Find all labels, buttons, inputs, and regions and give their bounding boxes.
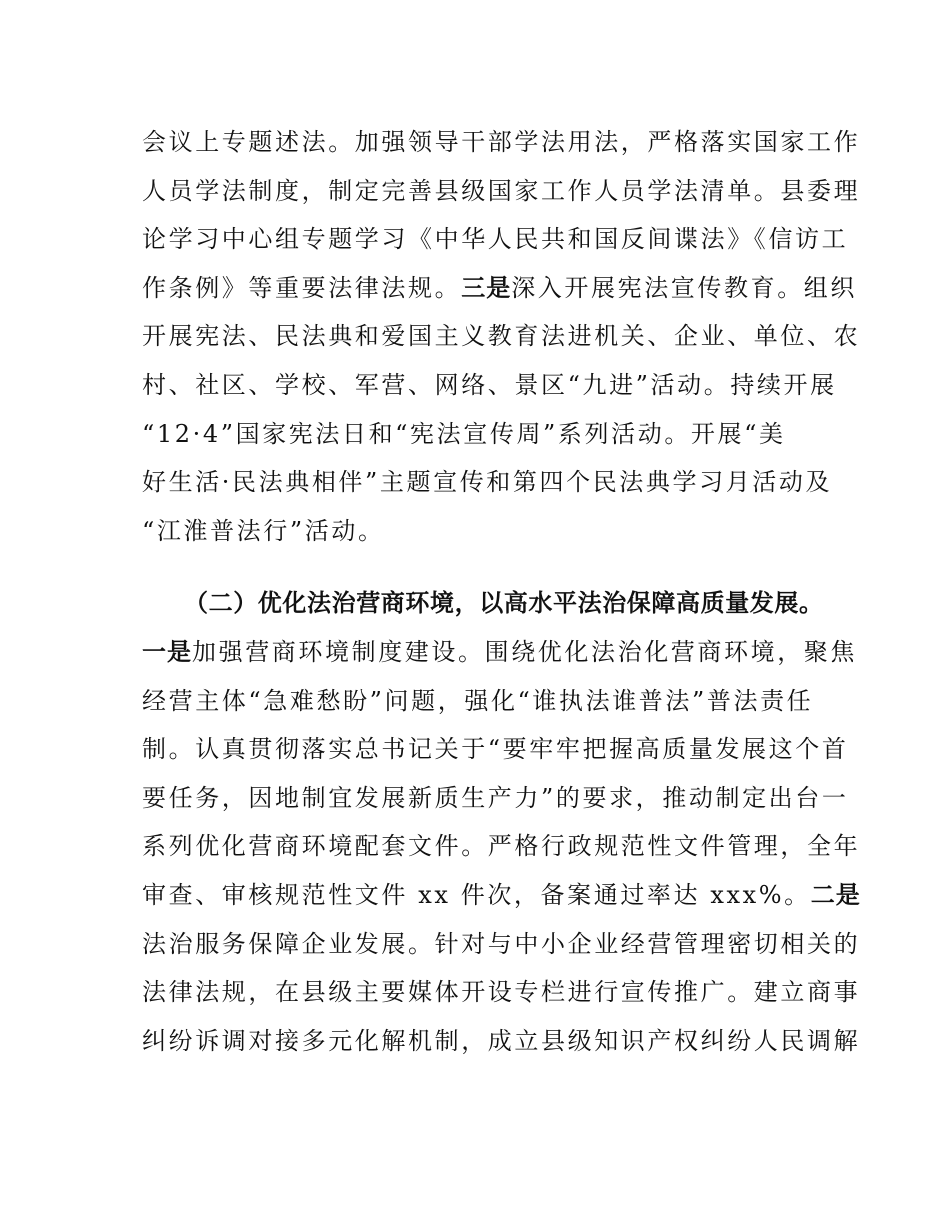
line-text: 好生活·民法典相伴”主题宣传和第四个民法典学习月活动及 — [142, 468, 833, 497]
text-line — [142, 774, 849, 823]
text-line — [142, 507, 832, 556]
text-line — [142, 312, 861, 361]
line-text: “江淮普法行”活动。 — [142, 516, 385, 545]
line-text: 要任务，因地制宜发展新质生产力”的要求，推动制定出台一 — [142, 783, 849, 812]
line-text: 加强营商环境制度建设。围绕优化法治化营商环境，聚焦 — [192, 637, 857, 666]
text-line — [142, 167, 861, 216]
text-line — [142, 118, 861, 167]
section-heading: （二）优化法治营商环境，以高水平法治保障高质量发展。 — [184, 589, 824, 618]
text-line — [142, 725, 849, 774]
line-text: 开展宪法、民法典和爱国主义教育法进机关、企业、单位、农 — [142, 322, 861, 351]
line-text: 经营主体“急难愁盼”问题，强化“谁执法谁普法”普法责任 — [142, 686, 814, 715]
line-text: 法律法规，在县级主要媒体开设专栏进行宣传推广。建立商事 — [142, 978, 861, 1007]
paragraph-publicity-education — [142, 118, 861, 555]
text-line — [142, 968, 861, 1017]
text-line — [142, 920, 861, 969]
text-line — [142, 215, 849, 264]
line-text: 作条例》等重要法律法规。 — [142, 273, 462, 302]
bold-lead-text: 三是 — [461, 273, 512, 302]
line-text: 人员学法制度，制定完善县级国家工作人员学法清单。县委理 — [142, 176, 861, 205]
text-line — [142, 264, 858, 313]
line-text: 论学习中心组专题学习《中华人民共和国反间谍法》《信访工 — [142, 225, 849, 254]
line-text: “12·4”国家宪法日和“宪法宣传周”系列活动。开展“美 — [142, 419, 786, 448]
line-text: 村、社区、学校、军营、网络、景区“九进”活动。持续开展 — [142, 370, 837, 399]
text-line — [142, 410, 832, 459]
text-line — [142, 677, 832, 726]
paragraph-gap — [142, 555, 832, 579]
line-text: 制。认真贯彻落实总书记关于“要牢牢把握高质量发展这个首 — [142, 735, 849, 764]
text-line — [142, 1017, 861, 1066]
text-line — [142, 822, 861, 871]
line-text: 纠纷诉调对接多元化解机制，成立县级知识产权纠纷人民调解 — [142, 1026, 861, 1055]
text-line — [142, 361, 837, 410]
text-line — [142, 871, 861, 920]
line-text: 法治服务保障企业发展。针对与中小企业经营管理密切相关的 — [142, 929, 861, 958]
text-line — [142, 458, 832, 507]
paragraph-business-environment — [142, 628, 861, 1065]
line-text: 会议上专题述法。加强领导干部学法用法，严格落实国家工作 — [142, 128, 861, 156]
line-text: 审查、审核规范性文件 xx 件次，备案通过率达 xxx%。 — [142, 880, 811, 909]
line-text: 系列优化营商环境配套文件。严格行政规范性文件管理，全年 — [142, 832, 861, 861]
line-text: 深入开展宪法宣传教育。组织 — [511, 273, 858, 302]
bold-lead-text: 一是 — [142, 637, 192, 666]
text-line — [142, 628, 857, 677]
document-body — [142, 118, 861, 1065]
bold-lead-text: 二是 — [810, 880, 861, 909]
